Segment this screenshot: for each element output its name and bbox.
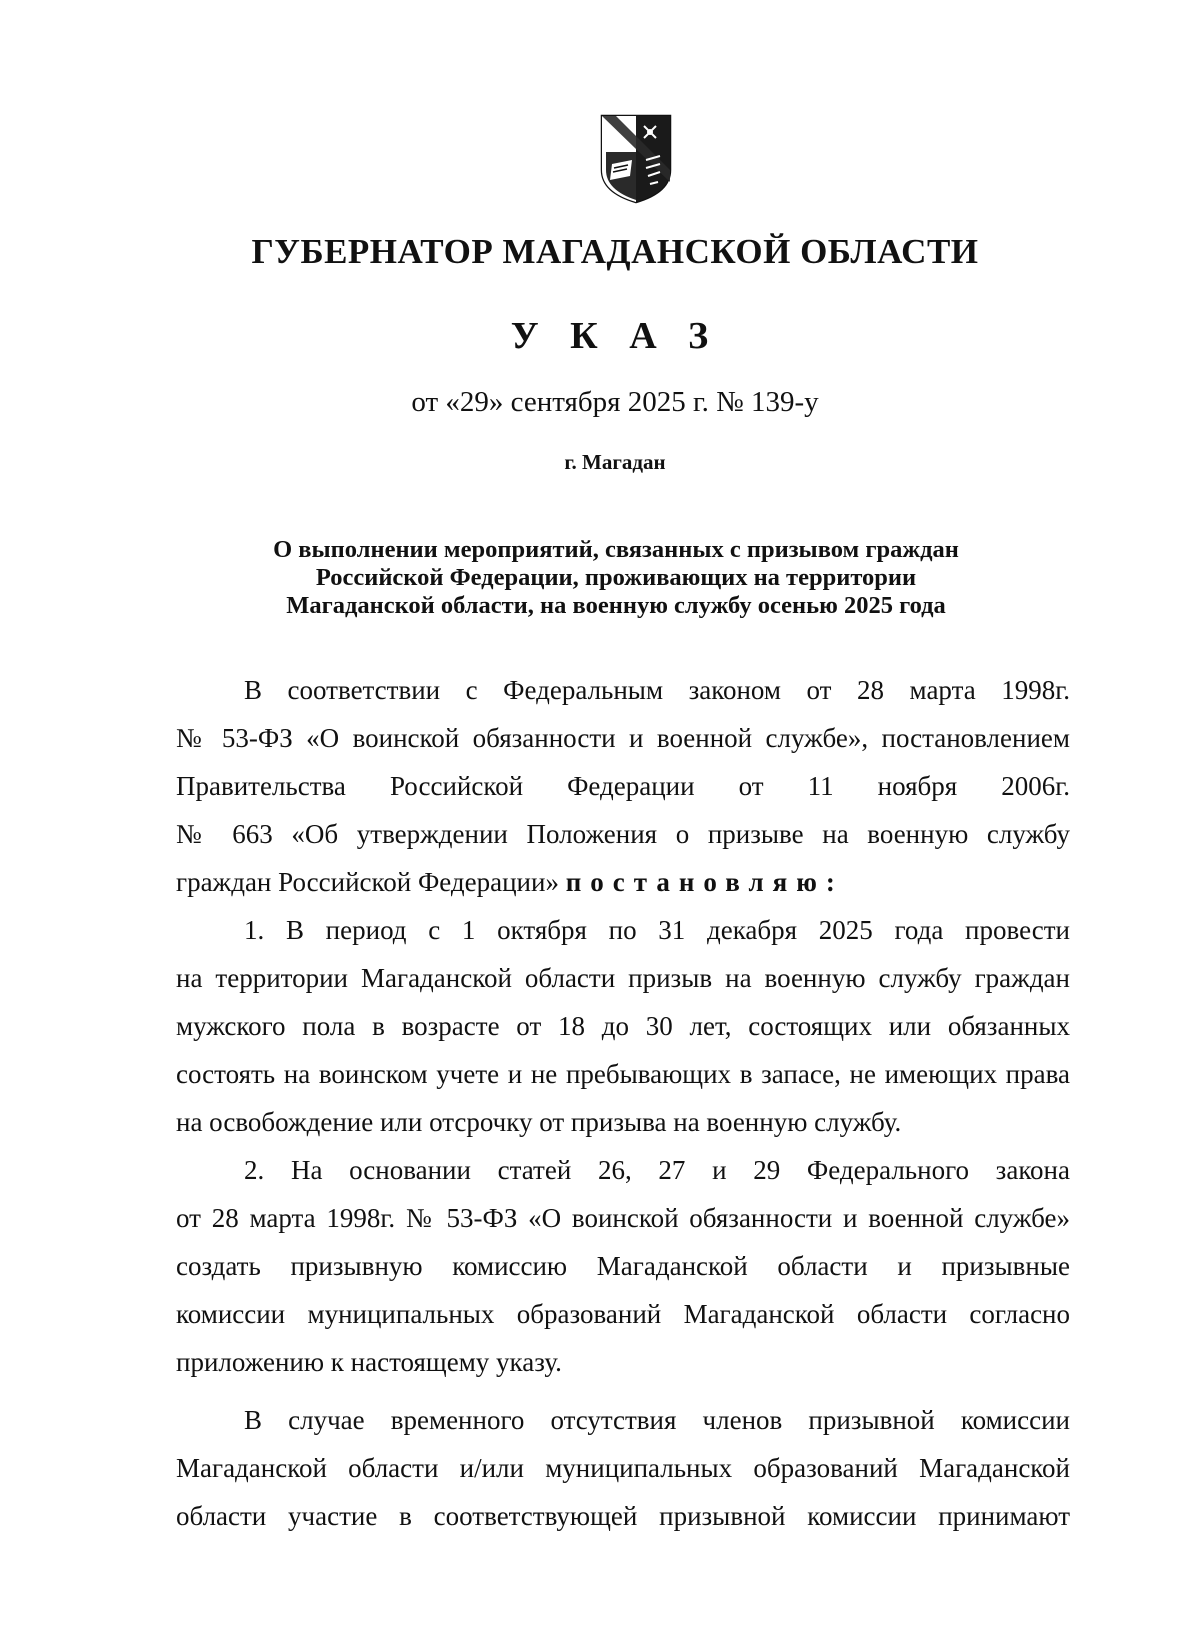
body-line: В случае временного отсутствия членов призывной комиссии (244, 1405, 1070, 1435)
body-line: на освобождение или отсрочку от призыва на военную службу. (176, 1107, 902, 1137)
body-line: № 663 «Об утверждении Положения о призыве на военную службу (176, 819, 1070, 849)
title-line: О выполнении мероприятий, связанных с призывом граждан (273, 536, 959, 563)
body-line: 1. В период с 1 октября по 31 декабря 2025 года провести (244, 915, 1070, 945)
title-line: Магаданской области, на военную службу осенью 2025 года (286, 592, 946, 619)
body-line: приложению к настоящему указу. (176, 1347, 562, 1377)
body-line: мужского пола в возрасте от 18 до 30 лет, состоящих или обязанных (176, 1011, 1070, 1041)
document-title (176, 536, 1056, 620)
body-line: Магаданской области и/или муниципальных образований Магаданской (176, 1453, 1070, 1483)
body-line: от 28 марта 1998г. № 53-ФЗ «О воинской обязанности и военной службе» (176, 1203, 1070, 1233)
preamble-tail: граждан Российской Федерации» (176, 867, 566, 897)
document-city: г. Магадан (564, 450, 666, 474)
body-line: состоять на воинском учете и не пребывающих в запасе, не имеющих права (176, 1059, 1070, 1089)
document-date-number: от «29» сентября 2025 г. № 139-у (411, 386, 819, 418)
body-line: комиссии муниципальных образований Магаданской области согласно (176, 1299, 1070, 1329)
document-body (176, 666, 1070, 1540)
body-line: 2. На основании статей 26, 27 и 29 Федерального закона (244, 1155, 1070, 1185)
body-line-decree (176, 858, 1070, 906)
coat-of-arms-icon (596, 112, 676, 204)
body-line: области участие в соответствующей призывной комиссии принимают (176, 1501, 1070, 1531)
document-type-heading: У К А З (510, 315, 720, 357)
body-line: создать призывную комиссию Магаданской области и призывные (176, 1251, 1070, 1281)
body-line: Правительства Российской Федерации от 11 ноября 2006г. (176, 771, 1070, 801)
body-line: № 53-ФЗ «О воинской обязанности и военной службе», постановлением (176, 723, 1070, 753)
body-line: на территории Магаданской области призыв на военную службу граждан (176, 963, 1070, 993)
decree-word: постановляю (565, 867, 826, 897)
title-line: Российской Федерации, проживающих на территории (315, 564, 917, 591)
decree-colon: : (825, 867, 835, 897)
body-line: В соответствии с Федеральным законом от 28 марта 1998г. (244, 675, 1070, 705)
issuing-authority-heading: ГУБЕРНАТОР МАГАДАНСКОЙ ОБЛАСТИ (251, 232, 979, 271)
